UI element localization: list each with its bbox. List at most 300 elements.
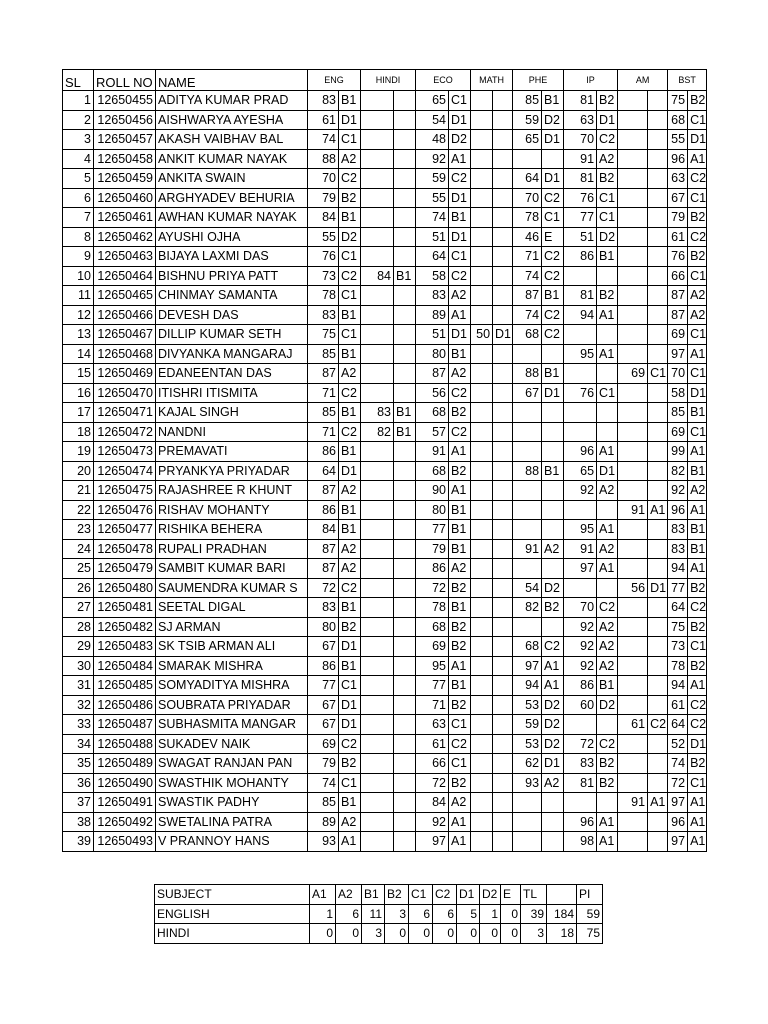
cell-name: SOUBRATA PRIYADAR bbox=[156, 695, 308, 715]
cell-mark: 87 bbox=[308, 539, 339, 559]
cell-mark: 95 bbox=[564, 520, 597, 540]
cell-grade bbox=[648, 149, 668, 169]
summary-count: 6 bbox=[336, 904, 362, 924]
table-row bbox=[63, 247, 707, 267]
cell-grade: B1 bbox=[542, 286, 564, 306]
cell-roll-no: 12650481 bbox=[94, 598, 156, 618]
cell-grade bbox=[493, 656, 513, 676]
cell-grade bbox=[493, 227, 513, 247]
cell-mark: 96 bbox=[564, 812, 597, 832]
cell-grade bbox=[542, 617, 564, 637]
summary-count: 1 bbox=[480, 904, 501, 924]
cell-grade: D2 bbox=[542, 734, 564, 754]
cell-mark: 56 bbox=[618, 578, 648, 598]
cell-mark bbox=[513, 442, 542, 462]
cell-grade bbox=[394, 169, 416, 189]
cell-grade: A2 bbox=[339, 149, 361, 169]
cell-grade: A2 bbox=[597, 149, 618, 169]
table-row bbox=[63, 695, 707, 715]
cell-mark bbox=[618, 539, 648, 559]
cell-name: PREMAVATI bbox=[156, 442, 308, 462]
cell-grade: A2 bbox=[449, 559, 471, 579]
cell-name: AYUSHI OJHA bbox=[156, 227, 308, 247]
cell-roll-no: 12650466 bbox=[94, 305, 156, 325]
cell-mark: 92 bbox=[564, 656, 597, 676]
cell-mark bbox=[471, 715, 493, 735]
cell-grade: C1 bbox=[597, 188, 618, 208]
summary-body bbox=[155, 904, 603, 943]
cell-name: RISHIKA BEHERA bbox=[156, 520, 308, 540]
cell-mark bbox=[361, 364, 394, 384]
cell-mark: 58 bbox=[668, 383, 688, 403]
table-row bbox=[63, 325, 707, 345]
cell-mark: 85 bbox=[513, 91, 542, 111]
cell-roll-no: 12650485 bbox=[94, 676, 156, 696]
cell-mark bbox=[361, 812, 394, 832]
cell-mark bbox=[564, 403, 597, 423]
summary-count: 184 bbox=[547, 904, 577, 924]
cell-grade: C2 bbox=[597, 130, 618, 150]
cell-grade bbox=[394, 734, 416, 754]
cell-mark: 85 bbox=[308, 793, 339, 813]
cell-grade: C2 bbox=[339, 734, 361, 754]
cell-name: RAJASHREE R KHUNT bbox=[156, 481, 308, 501]
cell-name: AKASH VAIBHAV BAL bbox=[156, 130, 308, 150]
cell-grade: D1 bbox=[688, 383, 707, 403]
cell-mark bbox=[618, 344, 648, 364]
cell-mark: 48 bbox=[416, 130, 449, 150]
cell-mark bbox=[564, 715, 597, 735]
cell-name: ANKIT KUMAR NAYAK bbox=[156, 149, 308, 169]
cell-grade bbox=[648, 403, 668, 423]
cell-grade: A1 bbox=[688, 812, 707, 832]
cell-mark bbox=[618, 559, 648, 579]
cell-mark: 92 bbox=[416, 812, 449, 832]
cell-grade bbox=[493, 754, 513, 774]
table-row bbox=[63, 520, 707, 540]
cell-mark: 68 bbox=[513, 325, 542, 345]
cell-grade: B1 bbox=[339, 403, 361, 423]
cell-mark: 86 bbox=[308, 500, 339, 520]
cell-mark: 95 bbox=[564, 344, 597, 364]
cell-name: SAMBIT KUMAR BARI bbox=[156, 559, 308, 579]
cell-roll-no: 12650473 bbox=[94, 442, 156, 462]
cell-grade bbox=[493, 247, 513, 267]
cell-grade: B1 bbox=[688, 539, 707, 559]
cell-mark bbox=[361, 676, 394, 696]
cell-grade bbox=[493, 383, 513, 403]
cell-grade: C2 bbox=[688, 169, 707, 189]
cell-sl: 39 bbox=[63, 832, 94, 852]
cell-mark bbox=[618, 754, 648, 774]
table-row bbox=[63, 344, 707, 364]
cell-mark bbox=[471, 637, 493, 657]
cell-grade: C2 bbox=[449, 266, 471, 286]
table-row bbox=[63, 715, 707, 735]
cell-sl: 28 bbox=[63, 617, 94, 637]
cell-grade: A2 bbox=[597, 656, 618, 676]
cell-grade: A1 bbox=[688, 442, 707, 462]
cell-name: ANKITA SWAIN bbox=[156, 169, 308, 189]
cell-mark: 82 bbox=[513, 598, 542, 618]
cell-mark: 86 bbox=[416, 559, 449, 579]
cell-grade: C1 bbox=[339, 130, 361, 150]
cell-grade: A2 bbox=[339, 364, 361, 384]
cell-grade: B1 bbox=[542, 364, 564, 384]
header-roll-no: ROLL NO bbox=[94, 70, 156, 91]
cell-sl: 24 bbox=[63, 539, 94, 559]
cell-roll-no: 12650477 bbox=[94, 520, 156, 540]
cell-mark: 70 bbox=[564, 598, 597, 618]
cell-grade: C1 bbox=[648, 364, 668, 384]
marks-table bbox=[62, 69, 707, 852]
cell-grade bbox=[542, 481, 564, 501]
cell-mark: 82 bbox=[361, 422, 394, 442]
cell-grade: B2 bbox=[597, 754, 618, 774]
cell-mark bbox=[618, 305, 648, 325]
cell-mark bbox=[618, 91, 648, 111]
cell-grade: B1 bbox=[339, 598, 361, 618]
cell-mark: 67 bbox=[308, 637, 339, 657]
header-row bbox=[63, 70, 707, 91]
cell-grade: A1 bbox=[597, 520, 618, 540]
cell-grade: B1 bbox=[339, 520, 361, 540]
cell-mark: 93 bbox=[308, 832, 339, 852]
cell-mark: 65 bbox=[416, 91, 449, 111]
summary-header-cell: A2 bbox=[336, 885, 362, 905]
cell-mark: 59 bbox=[513, 110, 542, 130]
cell-mark: 78 bbox=[513, 208, 542, 228]
cell-grade: D2 bbox=[339, 227, 361, 247]
table-row bbox=[63, 188, 707, 208]
cell-mark: 91 bbox=[513, 539, 542, 559]
cell-mark: 61 bbox=[668, 695, 688, 715]
cell-mark: 74 bbox=[513, 305, 542, 325]
cell-grade: C1 bbox=[688, 422, 707, 442]
cell-sl: 26 bbox=[63, 578, 94, 598]
cell-mark: 63 bbox=[564, 110, 597, 130]
cell-name: DILLIP KUMAR SETH bbox=[156, 325, 308, 345]
cell-grade bbox=[394, 637, 416, 657]
cell-grade bbox=[493, 344, 513, 364]
cell-grade: D1 bbox=[339, 461, 361, 481]
summary-count: 6 bbox=[409, 904, 433, 924]
cell-grade: D1 bbox=[449, 227, 471, 247]
summary-count: 5 bbox=[457, 904, 480, 924]
summary-header-row bbox=[155, 885, 603, 905]
cell-mark: 92 bbox=[564, 481, 597, 501]
cell-grade: C1 bbox=[688, 364, 707, 384]
cell-mark: 92 bbox=[564, 617, 597, 637]
cell-mark: 69 bbox=[668, 325, 688, 345]
cell-mark: 76 bbox=[308, 247, 339, 267]
cell-mark bbox=[564, 578, 597, 598]
cell-sl: 7 bbox=[63, 208, 94, 228]
cell-name: SJ ARMAN bbox=[156, 617, 308, 637]
cell-grade bbox=[597, 793, 618, 813]
cell-grade: C1 bbox=[597, 383, 618, 403]
summary-header-cell: TL bbox=[521, 885, 547, 905]
cell-grade: A1 bbox=[542, 676, 564, 696]
cell-name: NANDNI bbox=[156, 422, 308, 442]
cell-grade: B2 bbox=[688, 617, 707, 637]
cell-mark bbox=[618, 773, 648, 793]
cell-grade bbox=[394, 676, 416, 696]
cell-grade: A1 bbox=[688, 500, 707, 520]
cell-mark: 87 bbox=[668, 286, 688, 306]
cell-grade: A1 bbox=[449, 481, 471, 501]
cell-grade: B1 bbox=[449, 598, 471, 618]
cell-grade bbox=[648, 754, 668, 774]
cell-mark: 90 bbox=[416, 481, 449, 501]
cell-grade: C2 bbox=[688, 715, 707, 735]
cell-grade bbox=[648, 832, 668, 852]
cell-mark bbox=[513, 832, 542, 852]
cell-grade bbox=[648, 286, 668, 306]
cell-grade: D1 bbox=[688, 734, 707, 754]
cell-grade bbox=[493, 695, 513, 715]
cell-grade: B2 bbox=[688, 656, 707, 676]
cell-mark bbox=[618, 383, 648, 403]
cell-mark bbox=[513, 403, 542, 423]
cell-mark bbox=[618, 130, 648, 150]
cell-grade bbox=[493, 734, 513, 754]
cell-sl: 11 bbox=[63, 286, 94, 306]
cell-roll-no: 12650482 bbox=[94, 617, 156, 637]
cell-grade: A1 bbox=[688, 676, 707, 696]
cell-grade bbox=[394, 539, 416, 559]
cell-mark: 98 bbox=[564, 832, 597, 852]
cell-grade: B1 bbox=[339, 305, 361, 325]
cell-grade: E bbox=[542, 227, 564, 247]
cell-sl: 15 bbox=[63, 364, 94, 384]
cell-grade bbox=[394, 91, 416, 111]
cell-grade: B2 bbox=[449, 695, 471, 715]
cell-mark: 53 bbox=[513, 695, 542, 715]
cell-roll-no: 12650458 bbox=[94, 149, 156, 169]
cell-mark bbox=[618, 676, 648, 696]
cell-roll-no: 12650457 bbox=[94, 130, 156, 150]
cell-grade bbox=[542, 500, 564, 520]
cell-mark: 97 bbox=[668, 793, 688, 813]
header-name: NAME bbox=[156, 70, 308, 91]
cell-roll-no: 12650493 bbox=[94, 832, 156, 852]
cell-mark: 80 bbox=[416, 500, 449, 520]
cell-grade: B2 bbox=[449, 461, 471, 481]
header-sl: SL bbox=[63, 70, 94, 91]
cell-mark: 71 bbox=[416, 695, 449, 715]
cell-grade: A1 bbox=[688, 793, 707, 813]
cell-grade bbox=[648, 188, 668, 208]
cell-name: AWHAN KUMAR NAYAK bbox=[156, 208, 308, 228]
cell-grade bbox=[493, 598, 513, 618]
cell-mark bbox=[564, 500, 597, 520]
cell-grade: C2 bbox=[449, 383, 471, 403]
cell-mark: 75 bbox=[668, 91, 688, 111]
cell-mark: 64 bbox=[513, 169, 542, 189]
cell-roll-no: 12650474 bbox=[94, 461, 156, 481]
cell-grade: D2 bbox=[597, 695, 618, 715]
cell-mark bbox=[471, 130, 493, 150]
cell-sl: 13 bbox=[63, 325, 94, 345]
cell-mark bbox=[564, 793, 597, 813]
cell-mark: 46 bbox=[513, 227, 542, 247]
cell-grade: C2 bbox=[648, 715, 668, 735]
cell-mark: 96 bbox=[564, 442, 597, 462]
cell-grade: A2 bbox=[597, 481, 618, 501]
cell-mark: 84 bbox=[361, 266, 394, 286]
cell-mark: 55 bbox=[308, 227, 339, 247]
cell-mark: 97 bbox=[668, 344, 688, 364]
cell-mark bbox=[361, 286, 394, 306]
cell-grade bbox=[394, 598, 416, 618]
cell-roll-no: 12650492 bbox=[94, 812, 156, 832]
cell-sl: 2 bbox=[63, 110, 94, 130]
summary-header-cell bbox=[547, 885, 577, 905]
cell-mark: 87 bbox=[513, 286, 542, 306]
cell-grade bbox=[648, 461, 668, 481]
cell-mark: 64 bbox=[668, 715, 688, 735]
cell-grade: C1 bbox=[688, 773, 707, 793]
cell-grade bbox=[493, 773, 513, 793]
cell-mark bbox=[471, 793, 493, 813]
cell-mark: 87 bbox=[308, 559, 339, 579]
cell-grade bbox=[394, 461, 416, 481]
cell-grade: D1 bbox=[648, 578, 668, 598]
cell-mark: 72 bbox=[308, 578, 339, 598]
cell-mark: 85 bbox=[308, 403, 339, 423]
cell-mark: 83 bbox=[361, 403, 394, 423]
cell-mark bbox=[471, 695, 493, 715]
cell-mark: 79 bbox=[668, 208, 688, 228]
cell-mark: 78 bbox=[308, 286, 339, 306]
cell-grade bbox=[394, 227, 416, 247]
cell-grade: C1 bbox=[339, 286, 361, 306]
cell-mark: 89 bbox=[416, 305, 449, 325]
table-row bbox=[63, 754, 707, 774]
cell-mark bbox=[513, 344, 542, 364]
cell-mark: 79 bbox=[308, 754, 339, 774]
cell-mark bbox=[471, 656, 493, 676]
cell-roll-no: 12650489 bbox=[94, 754, 156, 774]
cell-mark: 91 bbox=[618, 500, 648, 520]
cell-mark: 67 bbox=[308, 695, 339, 715]
cell-grade: C2 bbox=[449, 734, 471, 754]
cell-grade: B1 bbox=[542, 91, 564, 111]
cell-grade bbox=[648, 481, 668, 501]
cell-grade bbox=[394, 344, 416, 364]
cell-mark bbox=[361, 149, 394, 169]
cell-grade: A1 bbox=[688, 559, 707, 579]
cell-sl: 34 bbox=[63, 734, 94, 754]
cell-grade: C2 bbox=[339, 266, 361, 286]
cell-mark: 87 bbox=[308, 481, 339, 501]
summary-header-cell: C2 bbox=[433, 885, 457, 905]
cell-grade bbox=[542, 793, 564, 813]
cell-mark: 75 bbox=[308, 325, 339, 345]
cell-grade: B2 bbox=[449, 578, 471, 598]
cell-name: SWAGAT RANJAN PAN bbox=[156, 754, 308, 774]
cell-grade: B1 bbox=[339, 442, 361, 462]
cell-grade bbox=[394, 812, 416, 832]
cell-mark bbox=[471, 481, 493, 501]
cell-grade: B1 bbox=[449, 500, 471, 520]
cell-roll-no: 12650462 bbox=[94, 227, 156, 247]
summary-table bbox=[154, 884, 603, 944]
cell-sl: 27 bbox=[63, 598, 94, 618]
table-row bbox=[63, 305, 707, 325]
cell-mark: 96 bbox=[668, 149, 688, 169]
cell-grade bbox=[394, 500, 416, 520]
cell-grade: A1 bbox=[449, 305, 471, 325]
cell-mark: 84 bbox=[416, 793, 449, 813]
cell-mark: 67 bbox=[308, 715, 339, 735]
cell-grade bbox=[493, 286, 513, 306]
cell-grade: C2 bbox=[339, 383, 361, 403]
cell-grade: A1 bbox=[597, 344, 618, 364]
cell-grade bbox=[394, 247, 416, 267]
cell-mark bbox=[471, 403, 493, 423]
cell-grade: C2 bbox=[542, 266, 564, 286]
cell-mark bbox=[361, 169, 394, 189]
cell-mark bbox=[361, 344, 394, 364]
cell-grade bbox=[648, 91, 668, 111]
cell-mark: 74 bbox=[308, 773, 339, 793]
summary-count: 11 bbox=[362, 904, 385, 924]
cell-sl: 21 bbox=[63, 481, 94, 501]
cell-grade bbox=[542, 344, 564, 364]
summary-count: 0 bbox=[336, 924, 362, 944]
cell-sl: 10 bbox=[63, 266, 94, 286]
cell-sl: 23 bbox=[63, 520, 94, 540]
summary-header-cell: PI bbox=[577, 885, 603, 905]
cell-mark: 76 bbox=[564, 383, 597, 403]
cell-grade bbox=[648, 344, 668, 364]
cell-grade: B1 bbox=[339, 656, 361, 676]
cell-grade: B1 bbox=[597, 676, 618, 696]
cell-mark: 61 bbox=[308, 110, 339, 130]
cell-grade bbox=[394, 578, 416, 598]
cell-sl: 8 bbox=[63, 227, 94, 247]
cell-mark: 91 bbox=[618, 793, 648, 813]
cell-grade bbox=[394, 695, 416, 715]
summary-count: 3 bbox=[385, 904, 409, 924]
cell-mark: 58 bbox=[416, 266, 449, 286]
cell-mark: 72 bbox=[416, 773, 449, 793]
table-row bbox=[63, 676, 707, 696]
cell-grade bbox=[394, 149, 416, 169]
cell-grade: D1 bbox=[688, 130, 707, 150]
cell-sl: 33 bbox=[63, 715, 94, 735]
cell-mark bbox=[618, 695, 648, 715]
cell-grade: B1 bbox=[688, 520, 707, 540]
cell-grade: A1 bbox=[648, 793, 668, 813]
cell-grade: D1 bbox=[542, 383, 564, 403]
cell-roll-no: 12650486 bbox=[94, 695, 156, 715]
cell-roll-no: 12650460 bbox=[94, 188, 156, 208]
cell-mark: 85 bbox=[308, 344, 339, 364]
table-row bbox=[63, 773, 707, 793]
cell-mark: 55 bbox=[416, 188, 449, 208]
cell-mark: 61 bbox=[416, 734, 449, 754]
cell-grade: B2 bbox=[597, 286, 618, 306]
cell-mark bbox=[618, 169, 648, 189]
cell-grade: D1 bbox=[339, 695, 361, 715]
summary-row bbox=[155, 904, 603, 924]
cell-mark: 79 bbox=[416, 539, 449, 559]
cell-grade bbox=[493, 461, 513, 481]
cell-sl: 17 bbox=[63, 403, 94, 423]
